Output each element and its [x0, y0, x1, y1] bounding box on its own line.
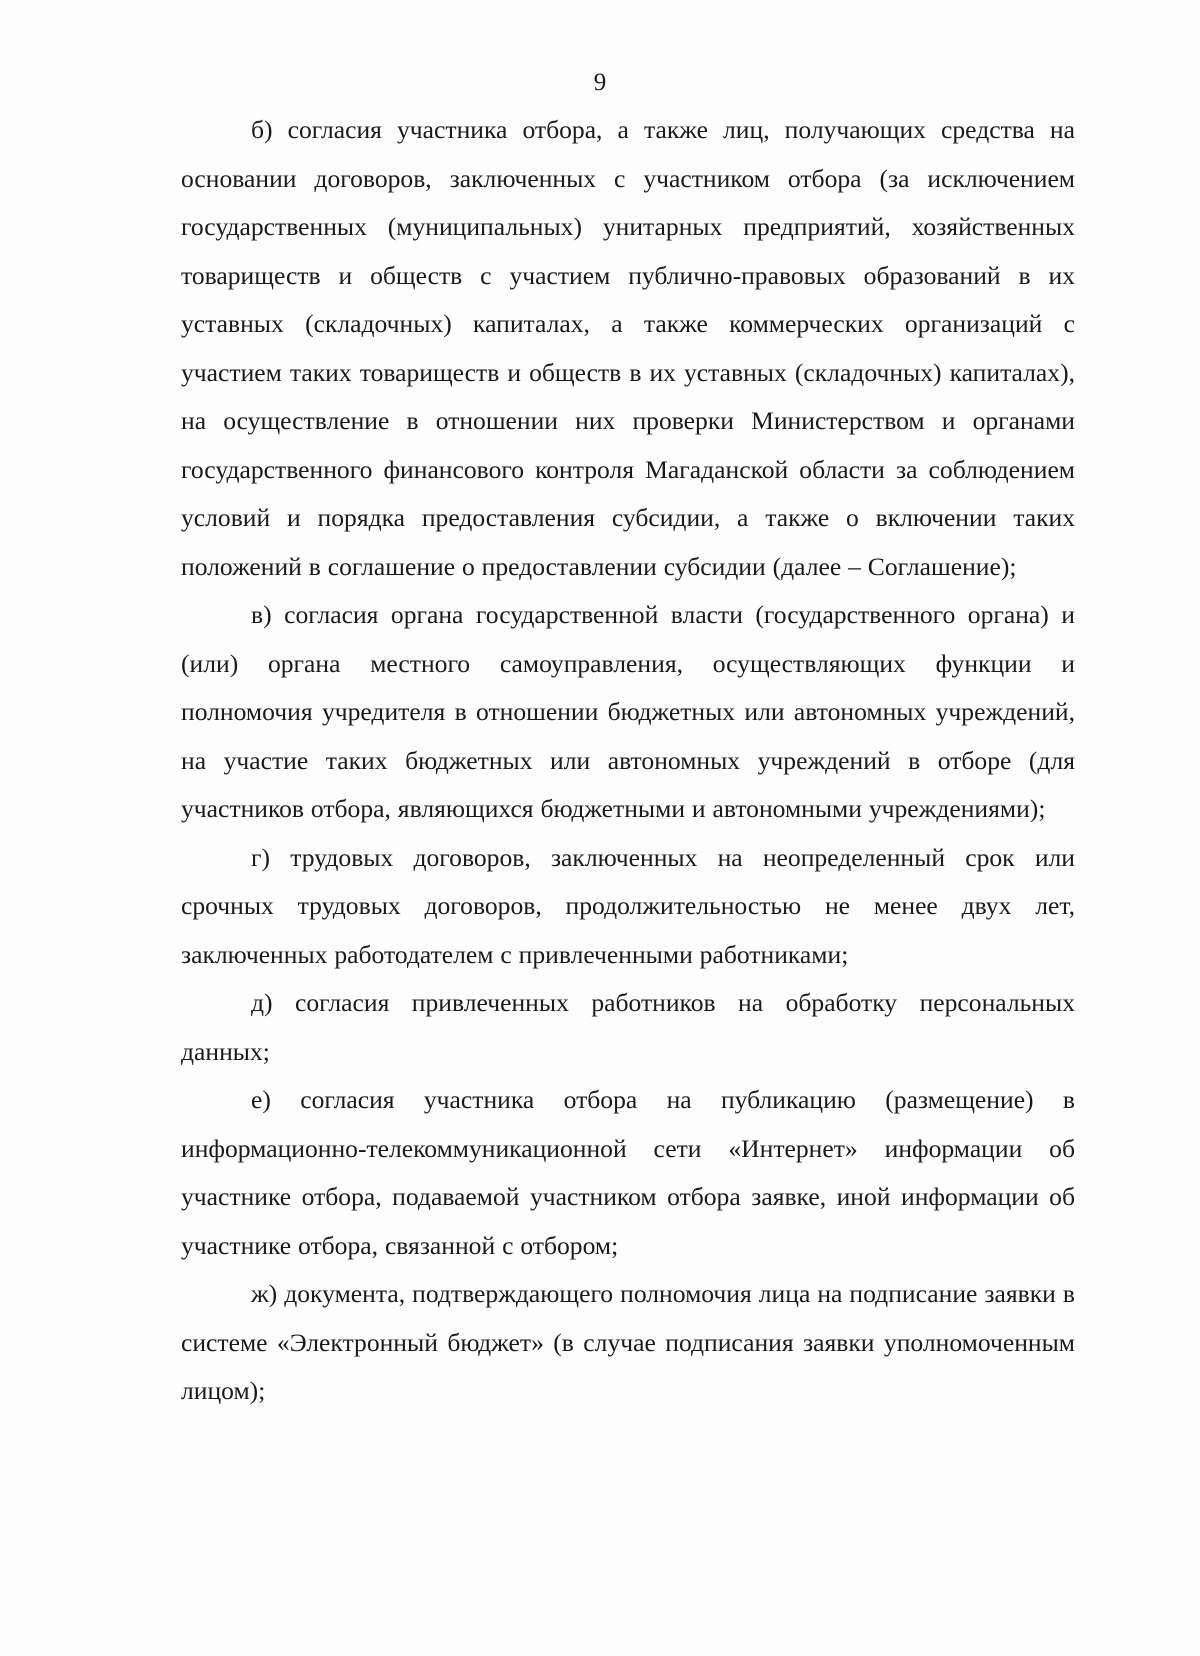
paragraph-d: д) согласия привлеченных работников на обработку персональных данных;	[181, 988, 1075, 1066]
paragraph-g: г) трудовых договоров, заключенных на неопределенный срок или срочных трудовых договоров, продолжительностью не менее двух лет, заключенных работодателем с привлеченными работниками;	[181, 842, 1075, 969]
paragraph-e: е) согласия участника отбора на публикацию (размещение) в информационно-телекоммуникационной сети «Интернет» информации об участнике отбора, подаваемой участником отбора заявке, иной информации об участнике отбора, связанной с отбором;	[181, 1085, 1075, 1260]
paragraph-v: в) согласия органа государственной власти (государственного органа) и (или) органа местного самоуправления, осуществляющих функции и полномочия учредителя в отношении бюджетных или автономных учреждений, на участие таких бюджетных или автономных учреждений в отборе (для участников отбора, являющихся бюджетными и автономными учреждениями);	[181, 600, 1075, 823]
document-body	[181, 106, 1075, 1416]
paragraph-zh: ж) документа, подтверждающего полномочия лица на подписание заявки в системе «Электронный бюджет» (в случае подписания заявки уполномоченным лицом);	[181, 1279, 1075, 1405]
page-number: 9	[593, 69, 607, 96]
paragraph-b: б) согласия участника отбора, а также лиц, получающих средства на основании договоров, заключенных с участником отбора (за исключением государственных (муниципальных) унитарных предприятий, хозяйственных товариществ и обществ с участием публично-правовых образований в их уставных (складочных) капиталах, а также коммерческих организаций с участием таких товариществ и обществ в их уставных (складочных) капиталах), на осуществление в отношении них проверки Министерством и органами государственного финансового контроля Магаданской области за соблюдением условий и порядка предоставления субсидии, а также о включении таких положений в соглашение о предоставлении субсидии (далее – Соглашение);	[181, 115, 1075, 581]
